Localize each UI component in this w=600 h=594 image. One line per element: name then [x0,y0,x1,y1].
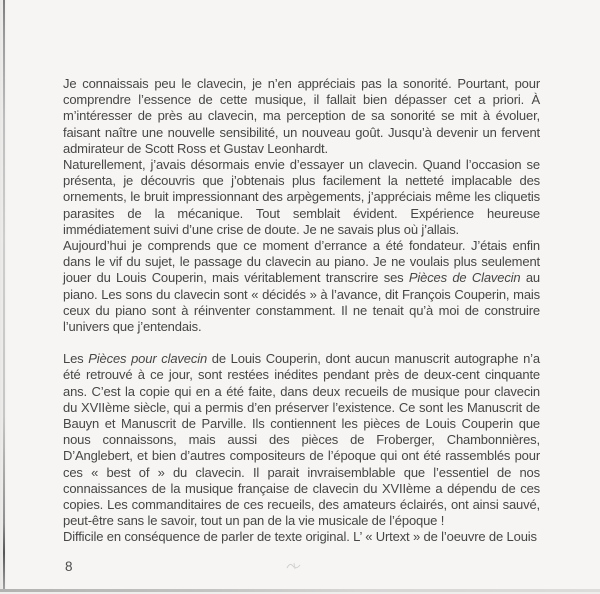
scan-smudge-artifact [286,560,302,572]
paragraph-5: Difficile en conséquence de parler de texte original. L’ « Urtext » de l’oeuvre de Louis [63,529,537,545]
body-text [63,76,540,546]
page-spine-shadow [0,0,7,594]
paragraph-1: Je connaissais peu le clavecin, je n’en appréciais pas la sonorité. Pourtant, pour comprendre l’essence de cette musique, il fallait bien dépasser cet a priori. À m’intéresser de près au clavecin, ma perception de sa sonorité se mit à évoluer, faisant naître une nouvelle sensibilité, un nouveau goût. Jusqu’à devenir un fervent admirateur de Scott Ross et Gustav Leonhardt. [63,76,540,156]
paragraph-2: Naturellement, j’avais désormais envie d’essayer un clavecin. Quand l’occasion se présenta, je découvris que j’obtenais plus facilement la netteté implacable des ornements, le bruit impressionnant des arpègements, j’appréciais même les cliquetis parasites de la mécanique. Tout semblait évident. Expérience heureuse immédiatement suivi d’une crise de doute. Je ne savais plus où j’allais. [63,157,540,237]
page-number: 8 [65,559,73,574]
paragraph-3: Aujourd’hui je comprends que ce moment d’errance a été fondateur. J’étais enfin dans le vif du sujet, le passage du clavecin au piano. Je ne voulais plus seulement jouer du Louis Couperin, mais véritablement transcrire ses Pièces de Clavecin au piano. Les sons du clavecin sont « décidés » à l’avance, dit François Couperin, mais ceux du piano sont à réinventer constamment. Il ne tenait qu’à moi de construire l’univers que j’entendais. [63,238,541,335]
paragraph-4: Les Pièces pour clavecin de Louis Couperin, dont aucun manuscrit autographe n’a été retrouvé à ce jour, sont restées inédites pendant près de deux-cent cinquante ans. C’est la copie qui en a été faite, dans deux recueils de musique pour clavecin du XVIIème siècle, qui a permis d’en préserver l’existence. Ce sont les Manuscrit de Bauyn et Manuscrit de Parville. Ils contiennent les pièces de Louis Couperin que nous connaissons, mais aussi des pièces de Froberger, Chambonnières, D’Anglebert, et bien d’autres compositeurs de l’époque qui ont été rassemblés pour ces « best of » du clavecin. Il parait invraisemblable que l’essentiel de nos connaissances de la musique française de clavecin du XVIIème a dépendu de ces copies. Les commanditaires de ces recueils, des amateurs éclairés, ont ainsi sauvé, peut-être sans le savoir, tout un pan de la vie musicale de l’époque ! [63,351,540,529]
